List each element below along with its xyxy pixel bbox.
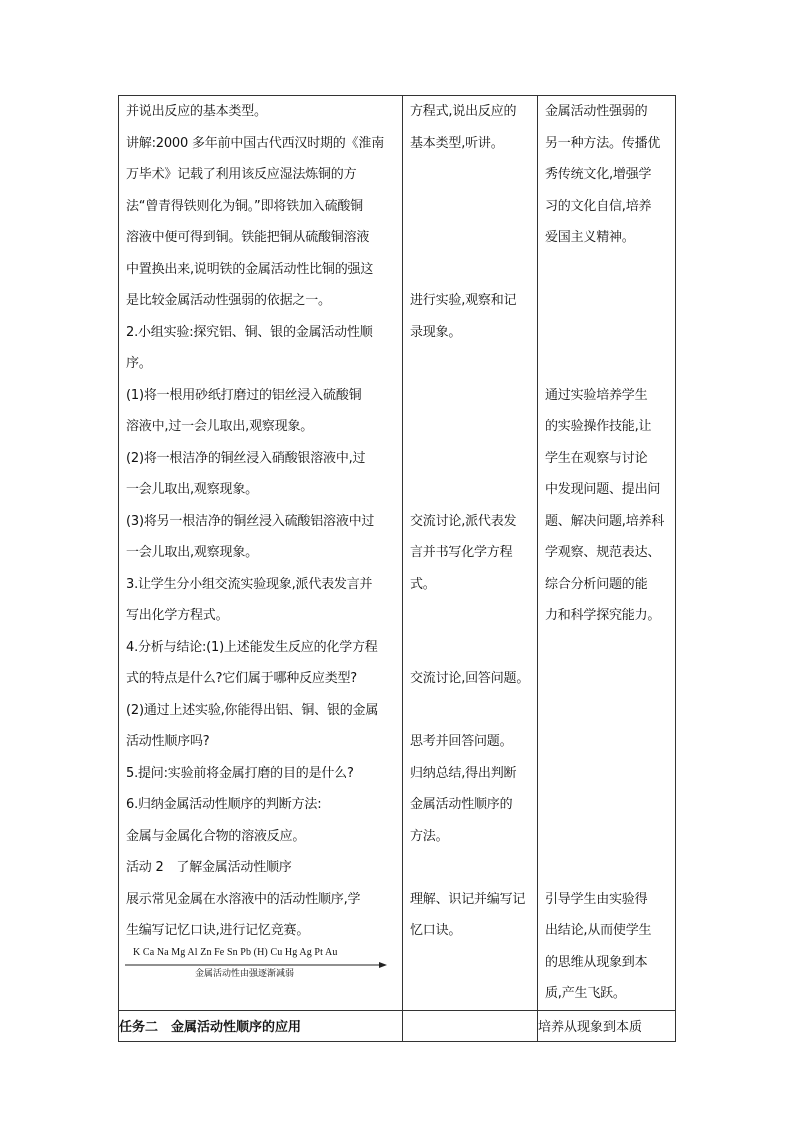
text-line: 爱国主义精神。 bbox=[545, 230, 635, 245]
blank-line bbox=[410, 443, 533, 475]
text-line: 5.提问:实验前将金属打磨的目的是什么? bbox=[126, 765, 354, 781]
activity-series-figure bbox=[125, 947, 387, 981]
text-line: 的思维从现象到本 bbox=[545, 954, 648, 970]
text-line: (1)将一根用砂纸打磨过的铝丝浸入硫酸铜 bbox=[126, 387, 362, 403]
blank-line bbox=[545, 695, 671, 727]
blank-line bbox=[410, 411, 533, 443]
blank-line bbox=[545, 317, 671, 349]
blank-line bbox=[410, 695, 533, 727]
blank-line bbox=[545, 663, 671, 695]
text-line: 言并书写化学方程 bbox=[410, 545, 513, 560]
text-line: 展示常见金属在水溶液中的活动性顺序,学 bbox=[126, 891, 361, 907]
text-line: 质,产生飞跃。 bbox=[545, 986, 626, 1001]
blank-line bbox=[545, 789, 671, 821]
text-line: 综合分析问题的能 bbox=[545, 576, 648, 592]
text-line: 归纳总结,得出判断 bbox=[410, 765, 517, 781]
text-line: 引导学生由实验得 bbox=[545, 891, 648, 907]
text-line: 学生在观察与讨论 bbox=[545, 450, 648, 466]
text-line: 另一种方法。传播优 bbox=[545, 135, 661, 151]
blank-line bbox=[545, 348, 671, 380]
text-line: 秀传统文化,增强学 bbox=[545, 167, 652, 182]
blank-line bbox=[545, 821, 671, 853]
text-line: 活动 2 了解金属活动性顺序 bbox=[126, 860, 292, 875]
text-line: 理解、识记并编写记 bbox=[410, 891, 526, 907]
blank-line bbox=[545, 726, 671, 758]
task-middle bbox=[403, 1010, 538, 1041]
blank-line bbox=[410, 852, 533, 884]
text-line: 一会儿取出,观察现象。 bbox=[126, 545, 258, 560]
text-line: 溶液中,过一会儿取出,观察现象。 bbox=[126, 419, 314, 434]
text-line: (2)通过上述实验,你能得出铝、铜、银的金属 bbox=[126, 702, 379, 718]
teacher-activity-cell bbox=[119, 96, 403, 1011]
text-line: 出结论,从而使学生 bbox=[545, 923, 652, 938]
text-line: 方程式,说出反应的 bbox=[410, 104, 517, 119]
lesson-plan-table bbox=[118, 95, 676, 1042]
blank-line bbox=[410, 191, 533, 223]
blank-line bbox=[410, 474, 533, 506]
text-line: 学观察、规范表达、 bbox=[545, 545, 661, 560]
text-line: 题、解决问题,培养科 bbox=[545, 513, 665, 529]
text-line: 式。 bbox=[410, 576, 436, 592]
blank-line bbox=[545, 285, 671, 317]
text-line: 溶液中便可得到铜。铁能把铜从硫酸铜溶液 bbox=[126, 230, 370, 245]
text-line: 写出化学方程式。 bbox=[126, 608, 229, 623]
text-line: (3)将另一根洁净的铜丝浸入硫酸铝溶液中过 bbox=[126, 513, 375, 529]
text-line: 习的文化自信,培养 bbox=[545, 198, 652, 214]
blank-line bbox=[410, 380, 533, 412]
task-title: 任务二 金属活动性顺序的应用 bbox=[119, 1010, 403, 1041]
text-line: 万毕术》记载了利用该反应湿法炼铜的方 bbox=[126, 167, 357, 182]
text-line: 进行实验,观察和记 bbox=[410, 293, 517, 308]
task-row bbox=[119, 1010, 676, 1041]
text-line: 通过实验培养学生 bbox=[545, 387, 648, 403]
text-line: 中置换出来,说明铁的金属活动性比铜的强这 bbox=[126, 261, 374, 277]
text-line: (2)将一根洁净的铜丝浸入硝酸银溶液中,过 bbox=[126, 450, 366, 466]
text-line: 忆口诀。 bbox=[410, 923, 462, 938]
text-line: 金属活动性强弱的 bbox=[545, 104, 648, 119]
text-line: 一会儿取出,观察现象。 bbox=[126, 482, 258, 497]
design-intent-cell bbox=[538, 96, 676, 1011]
text-line: 基本类型,听讲。 bbox=[410, 135, 504, 151]
blank-line bbox=[410, 600, 533, 632]
task-note: 培养从现象到本质 bbox=[538, 1010, 676, 1041]
blank-line bbox=[545, 632, 671, 664]
text-line: 交流讨论,回答问题。 bbox=[410, 671, 530, 686]
blank-line bbox=[410, 348, 533, 380]
student-activity-text bbox=[403, 96, 537, 947]
text-line: 交流讨论,派代表发 bbox=[410, 513, 517, 529]
text-line: 是比较金属活动性强弱的依据之一。 bbox=[126, 293, 331, 308]
blank-line bbox=[410, 254, 533, 286]
text-line: 活动性顺序吗? bbox=[126, 734, 210, 749]
text-line: 序。 bbox=[126, 356, 152, 371]
blank-line bbox=[410, 632, 533, 664]
activity-series-note: 金属活动性由强逐渐减弱 bbox=[195, 968, 295, 979]
text-line: 3.让学生分小组交流实验现象,派代表发言并 bbox=[126, 576, 373, 592]
text-line: 并说出反应的基本类型。 bbox=[126, 104, 267, 119]
text-line: 方法。 bbox=[410, 828, 449, 844]
text-line: 中发现问题、提出问 bbox=[545, 482, 661, 497]
teacher-activity-text bbox=[119, 96, 402, 947]
text-line: 金属与金属化合物的溶液反应。 bbox=[126, 828, 306, 844]
text-line: 思考并回答问题。 bbox=[410, 734, 513, 749]
blank-line bbox=[545, 852, 671, 884]
blank-line bbox=[410, 159, 533, 191]
text-line: 4.分析与结论:(1)上述能发生反应的化学方程 bbox=[126, 639, 378, 655]
text-line: 生编写记忆口诀,进行记忆竞赛。 bbox=[126, 923, 310, 938]
text-line: 2.小组实验:探究铝、铜、银的金属活动性顺 bbox=[126, 324, 373, 340]
student-activity-cell bbox=[403, 96, 538, 1011]
text-line: 式的特点是什么?它们属于哪种反应类型? bbox=[126, 671, 358, 686]
activity-series-text: K Ca Na Mg Al Zn Fe Sn Pb (H) Cu Hg Ag Pt Au bbox=[133, 946, 338, 958]
text-line: 讲解:2000 多年前中国古代西汉时期的《淮南 bbox=[126, 135, 384, 151]
design-intent-text bbox=[538, 96, 675, 1010]
blank-line bbox=[545, 758, 671, 790]
text-line: 录现象。 bbox=[410, 324, 462, 340]
blank-line bbox=[545, 254, 671, 286]
text-line: 的实验操作技能,让 bbox=[545, 419, 652, 434]
text-line: 法“曾青得铁则化为铜。”即将铁加入硫酸铜 bbox=[126, 198, 363, 214]
text-line: 力和科学探究能力。 bbox=[545, 608, 661, 623]
table-row bbox=[119, 96, 676, 1011]
text-line: 6.归纳金属活动性顺序的判断方法: bbox=[126, 797, 322, 812]
blank-line bbox=[410, 222, 533, 254]
text-line: 金属活动性顺序的 bbox=[410, 797, 513, 812]
